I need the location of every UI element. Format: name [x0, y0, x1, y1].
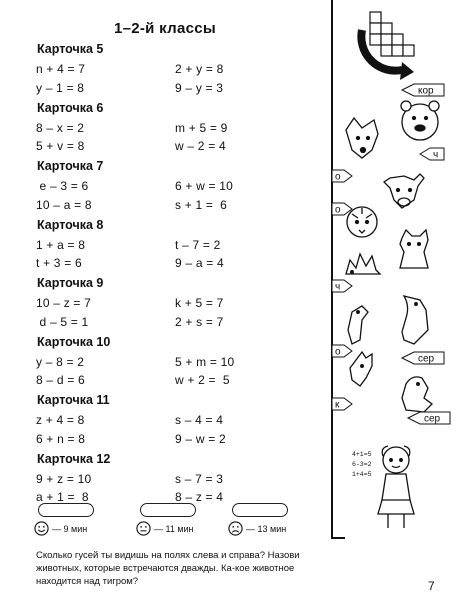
equation-right: 6 + w = 10	[175, 179, 234, 193]
sad-face-icon	[228, 521, 243, 536]
equation-left: d – 5 = 1	[36, 314, 89, 329]
equation-right: 9 – y = 3	[175, 80, 224, 95]
sidebar-label-o-3: о	[335, 346, 341, 358]
rating-sad-label: — 13 мин	[246, 523, 287, 534]
timer-ratings	[34, 503, 334, 543]
equation-right: 2 + y = 8	[175, 62, 224, 76]
equation-left: 8 – x = 2	[36, 120, 85, 135]
equation-left: a + 1 = 8	[36, 490, 89, 504]
question-text: Сколько гусей ты видишь на полях слева и справа? Назови животных, которые встречаются дважды. Ка-кое животное находится над тигром?	[36, 550, 300, 587]
card-title: Карточка 11	[37, 393, 110, 407]
equation-left: 10 – z = 7	[36, 296, 92, 310]
card-title: Карточка 10	[37, 334, 111, 349]
rating-sad	[228, 521, 286, 536]
pencil-label-o-1	[332, 170, 352, 183]
rating-happy-label: — 9 мин	[52, 523, 88, 534]
card-title: Карточка 9	[37, 276, 104, 290]
sidebar-label-ch-2: ч	[335, 281, 341, 293]
wolf-icon	[346, 118, 378, 158]
pencil-label-ser-1	[402, 352, 444, 365]
rating-neutral	[136, 521, 194, 536]
equation-right: w – 2 = 4	[175, 139, 226, 153]
card-title: Карточка 6	[37, 100, 104, 115]
pencil-label-ser-2	[408, 412, 450, 425]
equation-right: s – 7 = 3	[175, 471, 224, 486]
equation-right: 9 – w = 2	[175, 431, 226, 446]
rooster-icon	[350, 352, 372, 386]
neutral-face-icon	[136, 521, 151, 536]
equation-left: n + 4 = 7	[36, 62, 86, 76]
answer-oval-3[interactable]	[232, 503, 288, 517]
equation-right: 8 – z = 4	[175, 490, 224, 504]
goose-icon	[402, 296, 428, 344]
equation-left: y – 8 = 2	[36, 354, 85, 369]
equation-right: m + 5 = 9	[175, 120, 228, 135]
equation-right: 2 + s = 7	[175, 314, 224, 329]
girl-icon	[378, 446, 414, 528]
page-number: 7	[428, 579, 435, 593]
sidebar-label-ser-2: сер	[424, 413, 441, 425]
sidebar-label-o-1: о	[335, 171, 341, 183]
card-title: Карточка 8	[37, 217, 104, 232]
equation-left: 10 – a = 8	[36, 197, 92, 212]
answer-oval-2[interactable]	[140, 503, 196, 517]
sidebar-label-kor: кор	[418, 85, 434, 97]
equation-left: 9 + z = 10	[36, 471, 92, 486]
equation-right: k + 5 = 7	[175, 296, 224, 310]
tiger-icon	[347, 207, 377, 237]
card-title: Карточка 7	[37, 159, 104, 173]
equation-left: 1 + a = 8	[36, 237, 86, 252]
equation-right: s – 4 = 4	[175, 413, 224, 427]
rating-happy	[34, 521, 87, 536]
sidebar-label-o-2: о	[335, 204, 341, 216]
equation-right: 9 – a = 4	[175, 256, 224, 270]
equation-right: s + 1 = 6	[175, 197, 228, 212]
board-formula-1: 4+1=5	[352, 451, 372, 458]
equation-left: e – 3 = 6	[36, 179, 89, 193]
board-formula-3: 1+4=5	[352, 471, 372, 478]
sidebar-label-ch-1: ч	[433, 149, 439, 161]
duck-icon	[402, 377, 432, 412]
happy-face-icon	[34, 521, 49, 536]
equation-right: w + 2 = 5	[175, 373, 230, 387]
equation-left: 8 – d = 6	[36, 373, 85, 387]
answer-oval-1[interactable]	[38, 503, 94, 517]
sidebar-label-k: к	[335, 399, 340, 411]
board-formula-2: 6-3=2	[352, 461, 372, 468]
crossword-icon	[361, 12, 414, 80]
pencil-label-ch-1	[420, 148, 444, 161]
equation-left: t + 3 = 6	[36, 256, 82, 270]
equation-left: y – 1 = 8	[36, 80, 85, 95]
page-title: 1–2-й классы	[113, 20, 217, 37]
pencil-label-ch-2	[332, 280, 352, 293]
equation-right: 5 + m = 10	[175, 354, 235, 369]
equation-left: z + 4 = 8	[36, 413, 85, 427]
pencil-label-kor	[402, 84, 444, 97]
cow-icon	[384, 174, 424, 208]
card-title: Карточка 12	[37, 451, 111, 466]
equation-left: 6 + n = 8	[36, 431, 86, 446]
rating-neutral-label: — 11 мин	[154, 523, 194, 534]
card-title: Карточка 5	[37, 42, 104, 56]
hedgehog-icon	[346, 254, 380, 274]
giraffe-icon	[348, 306, 368, 344]
pencil-label-k	[332, 398, 352, 411]
pencil-label-o-3	[332, 345, 352, 358]
animals-sidebar-illustration	[332, 0, 460, 540]
bear-icon	[401, 101, 439, 140]
cat-icon	[400, 230, 428, 268]
equation-right: t – 7 = 2	[175, 237, 221, 252]
equation-left: 5 + v = 8	[36, 139, 85, 153]
sidebar-label-ser-1: сер	[418, 353, 435, 365]
